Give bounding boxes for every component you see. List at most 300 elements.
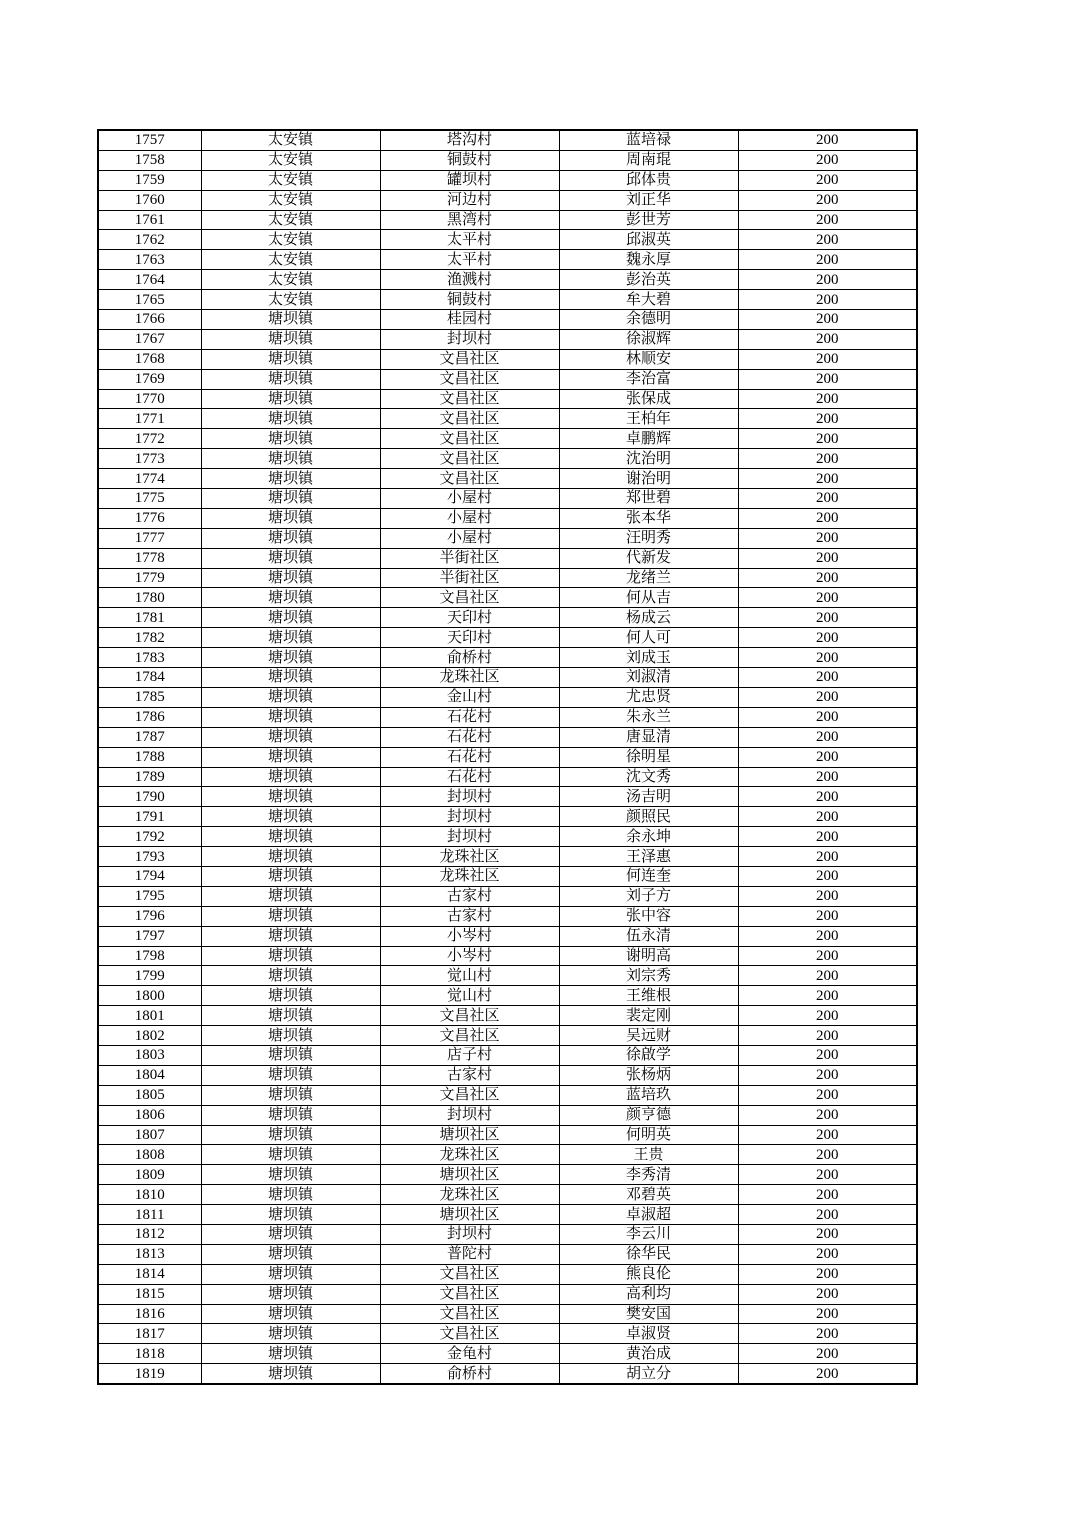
town-cell: 塘坝镇: [201, 588, 380, 608]
amount-cell: 200: [738, 946, 917, 966]
village-cell: 石花村: [380, 707, 559, 727]
row-number-cell: 1792: [98, 827, 201, 847]
amount-cell: 200: [738, 1264, 917, 1284]
amount-cell: 200: [738, 807, 917, 827]
table-row: [98, 508, 917, 528]
row-number-cell: 1768: [98, 349, 201, 369]
town-cell: 塘坝镇: [201, 329, 380, 349]
village-cell: 普陀村: [380, 1244, 559, 1264]
table-row: [98, 1065, 917, 1085]
row-number-cell: 1772: [98, 429, 201, 449]
village-cell: 店子村: [380, 1045, 559, 1065]
amount-cell: 200: [738, 608, 917, 628]
name-cell: 张中容: [559, 906, 738, 926]
village-cell: 天印村: [380, 628, 559, 648]
row-number-cell: 1818: [98, 1344, 201, 1364]
town-cell: 塘坝镇: [201, 747, 380, 767]
name-cell: 张杨炳: [559, 1065, 738, 1085]
village-cell: 封坝村: [380, 1105, 559, 1125]
table-row: [98, 1125, 917, 1145]
village-cell: 文昌社区: [380, 449, 559, 469]
row-number-cell: 1804: [98, 1065, 201, 1085]
town-cell: 塘坝镇: [201, 668, 380, 688]
village-cell: 文昌社区: [380, 469, 559, 489]
name-cell: 沈文秀: [559, 767, 738, 787]
town-cell: 塘坝镇: [201, 1045, 380, 1065]
town-cell: 塘坝镇: [201, 926, 380, 946]
table-row: [98, 847, 917, 867]
table-row: [98, 1264, 917, 1284]
table-row: [98, 966, 917, 986]
row-number-cell: 1803: [98, 1045, 201, 1065]
row-number-cell: 1770: [98, 389, 201, 409]
amount-cell: 200: [738, 787, 917, 807]
amount-cell: 200: [738, 449, 917, 469]
amount-cell: 200: [738, 1324, 917, 1344]
village-cell: 石花村: [380, 747, 559, 767]
town-cell: 塘坝镇: [201, 1026, 380, 1046]
name-cell: 何从吉: [559, 588, 738, 608]
table-row: [98, 489, 917, 509]
row-number-cell: 1817: [98, 1324, 201, 1344]
village-cell: 半街社区: [380, 548, 559, 568]
table-row: [98, 469, 917, 489]
town-cell: 塘坝镇: [201, 1224, 380, 1244]
village-cell: 天印村: [380, 608, 559, 628]
village-cell: 塔沟村: [380, 130, 559, 150]
village-cell: 龙珠社区: [380, 1185, 559, 1205]
town-cell: 塘坝镇: [201, 568, 380, 588]
amount-cell: 200: [738, 190, 917, 210]
name-cell: 沈治明: [559, 449, 738, 469]
name-cell: 徐华民: [559, 1244, 738, 1264]
name-cell: 刘淑清: [559, 668, 738, 688]
village-cell: 河边村: [380, 190, 559, 210]
town-cell: 塘坝镇: [201, 847, 380, 867]
row-number-cell: 1782: [98, 628, 201, 648]
amount-cell: 200: [738, 210, 917, 230]
table-row: [98, 548, 917, 568]
name-cell: 魏永厚: [559, 250, 738, 270]
row-number-cell: 1801: [98, 1006, 201, 1026]
village-cell: 封坝村: [380, 787, 559, 807]
table-row: [98, 1304, 917, 1324]
row-number-cell: 1787: [98, 727, 201, 747]
village-cell: 塘坝社区: [380, 1165, 559, 1185]
town-cell: 塘坝镇: [201, 986, 380, 1006]
amount-cell: 200: [738, 369, 917, 389]
table-row: [98, 628, 917, 648]
name-cell: 汪明秀: [559, 528, 738, 548]
row-number-cell: 1774: [98, 469, 201, 489]
village-cell: 金龟村: [380, 1344, 559, 1364]
town-cell: 塘坝镇: [201, 389, 380, 409]
row-number-cell: 1805: [98, 1085, 201, 1105]
table-row: [98, 827, 917, 847]
table-body: [98, 130, 917, 1384]
village-cell: 龙珠社区: [380, 847, 559, 867]
row-number-cell: 1767: [98, 329, 201, 349]
row-number-cell: 1800: [98, 986, 201, 1006]
table-row: [98, 290, 917, 310]
town-cell: 塘坝镇: [201, 1284, 380, 1304]
amount-cell: 200: [738, 966, 917, 986]
row-number-cell: 1796: [98, 906, 201, 926]
row-number-cell: 1779: [98, 568, 201, 588]
amount-cell: 200: [738, 250, 917, 270]
village-cell: 渔溅村: [380, 270, 559, 290]
name-cell: 余永坤: [559, 827, 738, 847]
village-cell: 小岑村: [380, 946, 559, 966]
row-number-cell: 1791: [98, 807, 201, 827]
village-cell: 俞桥村: [380, 648, 559, 668]
amount-cell: 200: [738, 349, 917, 369]
village-cell: 桂园村: [380, 310, 559, 330]
name-cell: 卓淑超: [559, 1205, 738, 1225]
amount-cell: 200: [738, 1284, 917, 1304]
name-cell: 李治富: [559, 369, 738, 389]
amount-cell: 200: [738, 130, 917, 150]
name-cell: 王贵: [559, 1145, 738, 1165]
name-cell: 朱永兰: [559, 707, 738, 727]
table-row: [98, 150, 917, 170]
town-cell: 太安镇: [201, 210, 380, 230]
village-cell: 封坝村: [380, 329, 559, 349]
town-cell: 塘坝镇: [201, 628, 380, 648]
name-cell: 卓淑贤: [559, 1324, 738, 1344]
table-row: [98, 866, 917, 886]
name-cell: 邱体贵: [559, 170, 738, 190]
town-cell: 太安镇: [201, 130, 380, 150]
name-cell: 李云川: [559, 1224, 738, 1244]
amount-cell: 200: [738, 986, 917, 1006]
table-row: [98, 409, 917, 429]
town-cell: 塘坝镇: [201, 1185, 380, 1205]
amount-cell: 200: [738, 1006, 917, 1026]
table-row: [98, 588, 917, 608]
row-number-cell: 1802: [98, 1026, 201, 1046]
town-cell: 塘坝镇: [201, 528, 380, 548]
amount-cell: 200: [738, 568, 917, 588]
town-cell: 太安镇: [201, 230, 380, 250]
row-number-cell: 1809: [98, 1165, 201, 1185]
village-cell: 塘坝社区: [380, 1205, 559, 1225]
name-cell: 黄治成: [559, 1344, 738, 1364]
row-number-cell: 1760: [98, 190, 201, 210]
name-cell: 高利均: [559, 1284, 738, 1304]
name-cell: 邱淑英: [559, 230, 738, 250]
table-row: [98, 1344, 917, 1364]
table-row: [98, 707, 917, 727]
village-cell: 罐坝村: [380, 170, 559, 190]
town-cell: 塘坝镇: [201, 966, 380, 986]
table-row: [98, 1045, 917, 1065]
village-cell: 文昌社区: [380, 1304, 559, 1324]
table-row: [98, 687, 917, 707]
amount-cell: 200: [738, 429, 917, 449]
town-cell: 塘坝镇: [201, 1244, 380, 1264]
village-cell: 文昌社区: [380, 369, 559, 389]
town-cell: 塘坝镇: [201, 767, 380, 787]
amount-cell: 200: [738, 628, 917, 648]
village-cell: 古家村: [380, 886, 559, 906]
amount-cell: 200: [738, 926, 917, 946]
town-cell: 塘坝镇: [201, 369, 380, 389]
village-cell: 古家村: [380, 906, 559, 926]
table-row: [98, 310, 917, 330]
amount-cell: 200: [738, 727, 917, 747]
town-cell: 塘坝镇: [201, 1205, 380, 1225]
village-cell: 石花村: [380, 767, 559, 787]
table-row: [98, 230, 917, 250]
table-row: [98, 1224, 917, 1244]
name-cell: 蓝培玖: [559, 1085, 738, 1105]
table-row: [98, 130, 917, 150]
table-row: [98, 1006, 917, 1026]
village-cell: 黑湾村: [380, 210, 559, 230]
amount-cell: 200: [738, 1344, 917, 1364]
row-number-cell: 1762: [98, 230, 201, 250]
name-cell: 吴远财: [559, 1026, 738, 1046]
amount-cell: 200: [738, 648, 917, 668]
town-cell: 塘坝镇: [201, 1145, 380, 1165]
name-cell: 樊安国: [559, 1304, 738, 1324]
village-cell: 封坝村: [380, 827, 559, 847]
town-cell: 塘坝镇: [201, 648, 380, 668]
amount-cell: 200: [738, 1125, 917, 1145]
row-number-cell: 1781: [98, 608, 201, 628]
town-cell: 塘坝镇: [201, 946, 380, 966]
table-row: [98, 1085, 917, 1105]
village-cell: 封坝村: [380, 1224, 559, 1244]
town-cell: 塘坝镇: [201, 349, 380, 369]
name-cell: 尤忠贤: [559, 687, 738, 707]
town-cell: 塘坝镇: [201, 1304, 380, 1324]
amount-cell: 200: [738, 310, 917, 330]
town-cell: 塘坝镇: [201, 906, 380, 926]
name-cell: 周南琨: [559, 150, 738, 170]
village-cell: 文昌社区: [380, 429, 559, 449]
name-cell: 郑世碧: [559, 489, 738, 509]
table-row: [98, 270, 917, 290]
town-cell: 塘坝镇: [201, 310, 380, 330]
payment-table: [97, 129, 918, 1385]
town-cell: 塘坝镇: [201, 727, 380, 747]
amount-cell: 200: [738, 767, 917, 787]
amount-cell: 200: [738, 528, 917, 548]
village-cell: 小屋村: [380, 489, 559, 509]
table-row: [98, 747, 917, 767]
name-cell: 谢明高: [559, 946, 738, 966]
row-number-cell: 1769: [98, 369, 201, 389]
town-cell: 塘坝镇: [201, 1344, 380, 1364]
table-row: [98, 429, 917, 449]
table-row: [98, 1244, 917, 1264]
table-row: [98, 946, 917, 966]
name-cell: 龙绪兰: [559, 568, 738, 588]
town-cell: 塘坝镇: [201, 548, 380, 568]
village-cell: 太平村: [380, 250, 559, 270]
table-row: [98, 1364, 917, 1384]
amount-cell: 200: [738, 1244, 917, 1264]
table-row: [98, 1205, 917, 1225]
town-cell: 塘坝镇: [201, 489, 380, 509]
row-number-cell: 1761: [98, 210, 201, 230]
village-cell: 金山村: [380, 687, 559, 707]
name-cell: 胡立分: [559, 1364, 738, 1384]
village-cell: 龙珠社区: [380, 668, 559, 688]
village-cell: 塘坝社区: [380, 1125, 559, 1145]
amount-cell: 200: [738, 906, 917, 926]
table-row: [98, 1105, 917, 1125]
row-number-cell: 1799: [98, 966, 201, 986]
town-cell: 塘坝镇: [201, 1006, 380, 1026]
town-cell: 塘坝镇: [201, 429, 380, 449]
row-number-cell: 1813: [98, 1244, 201, 1264]
name-cell: 彭世芳: [559, 210, 738, 230]
name-cell: 张本华: [559, 508, 738, 528]
table-row: [98, 250, 917, 270]
village-cell: 文昌社区: [380, 349, 559, 369]
amount-cell: 200: [738, 150, 917, 170]
name-cell: 徐啟学: [559, 1045, 738, 1065]
village-cell: 小屋村: [380, 508, 559, 528]
amount-cell: 200: [738, 1026, 917, 1046]
table-row: [98, 528, 917, 548]
name-cell: 王泽惠: [559, 847, 738, 867]
name-cell: 蓝培禄: [559, 130, 738, 150]
town-cell: 塘坝镇: [201, 1324, 380, 1344]
name-cell: 李秀清: [559, 1165, 738, 1185]
row-number-cell: 1814: [98, 1264, 201, 1284]
name-cell: 代新发: [559, 548, 738, 568]
name-cell: 刘宗秀: [559, 966, 738, 986]
row-number-cell: 1776: [98, 508, 201, 528]
table-row: [98, 986, 917, 1006]
row-number-cell: 1807: [98, 1125, 201, 1145]
amount-cell: 200: [738, 409, 917, 429]
row-number-cell: 1797: [98, 926, 201, 946]
row-number-cell: 1812: [98, 1224, 201, 1244]
name-cell: 王维根: [559, 986, 738, 1006]
row-number-cell: 1758: [98, 150, 201, 170]
table-row: [98, 349, 917, 369]
row-number-cell: 1806: [98, 1105, 201, 1125]
village-cell: 封坝村: [380, 807, 559, 827]
village-cell: 文昌社区: [380, 1324, 559, 1344]
name-cell: 何明英: [559, 1125, 738, 1145]
amount-cell: 200: [738, 230, 917, 250]
table-row: [98, 727, 917, 747]
village-cell: 太平村: [380, 230, 559, 250]
village-cell: 文昌社区: [380, 409, 559, 429]
town-cell: 塘坝镇: [201, 707, 380, 727]
name-cell: 伍永清: [559, 926, 738, 946]
amount-cell: 200: [738, 866, 917, 886]
town-cell: 塘坝镇: [201, 886, 380, 906]
name-cell: 张保成: [559, 389, 738, 409]
amount-cell: 200: [738, 469, 917, 489]
amount-cell: 200: [738, 886, 917, 906]
table-row: [98, 648, 917, 668]
table-row: [98, 329, 917, 349]
town-cell: 太安镇: [201, 190, 380, 210]
row-number-cell: 1786: [98, 707, 201, 727]
row-number-cell: 1764: [98, 270, 201, 290]
table-row: [98, 608, 917, 628]
village-cell: 文昌社区: [380, 1026, 559, 1046]
row-number-cell: 1819: [98, 1364, 201, 1384]
name-cell: 谢治明: [559, 469, 738, 489]
name-cell: 何连奎: [559, 866, 738, 886]
village-cell: 龙珠社区: [380, 1145, 559, 1165]
table-row: [98, 906, 917, 926]
table-row: [98, 1145, 917, 1165]
name-cell: 余德明: [559, 310, 738, 330]
row-number-cell: 1788: [98, 747, 201, 767]
amount-cell: 200: [738, 1304, 917, 1324]
table-row: [98, 807, 917, 827]
name-cell: 王柏年: [559, 409, 738, 429]
village-cell: 文昌社区: [380, 1085, 559, 1105]
amount-cell: 200: [738, 687, 917, 707]
town-cell: 太安镇: [201, 170, 380, 190]
amount-cell: 200: [738, 290, 917, 310]
town-cell: 塘坝镇: [201, 1364, 380, 1384]
name-cell: 彭治英: [559, 270, 738, 290]
name-cell: 颜亨德: [559, 1105, 738, 1125]
amount-cell: 200: [738, 668, 917, 688]
row-number-cell: 1810: [98, 1185, 201, 1205]
town-cell: 塘坝镇: [201, 1125, 380, 1145]
village-cell: 文昌社区: [380, 1284, 559, 1304]
amount-cell: 200: [738, 827, 917, 847]
amount-cell: 200: [738, 1145, 917, 1165]
amount-cell: 200: [738, 389, 917, 409]
table-row: [98, 787, 917, 807]
table-row: [98, 926, 917, 946]
name-cell: 刘成玉: [559, 648, 738, 668]
row-number-cell: 1790: [98, 787, 201, 807]
town-cell: 塘坝镇: [201, 1165, 380, 1185]
amount-cell: 200: [738, 847, 917, 867]
village-cell: 铜鼓村: [380, 290, 559, 310]
table-row: [98, 568, 917, 588]
amount-cell: 200: [738, 1105, 917, 1125]
town-cell: 塘坝镇: [201, 1085, 380, 1105]
table-row: [98, 1324, 917, 1344]
row-number-cell: 1777: [98, 528, 201, 548]
row-number-cell: 1815: [98, 1284, 201, 1304]
row-number-cell: 1778: [98, 548, 201, 568]
village-cell: 文昌社区: [380, 1264, 559, 1284]
table-row: [98, 886, 917, 906]
row-number-cell: 1759: [98, 170, 201, 190]
name-cell: 颜照民: [559, 807, 738, 827]
amount-cell: 200: [738, 1045, 917, 1065]
table-row: [98, 767, 917, 787]
table-row: [98, 1185, 917, 1205]
amount-cell: 200: [738, 707, 917, 727]
table-row: [98, 210, 917, 230]
table-row: [98, 389, 917, 409]
row-number-cell: 1763: [98, 250, 201, 270]
village-cell: 小岑村: [380, 926, 559, 946]
town-cell: 塘坝镇: [201, 1105, 380, 1125]
village-cell: 龙珠社区: [380, 866, 559, 886]
name-cell: 卓鹏辉: [559, 429, 738, 449]
town-cell: 塘坝镇: [201, 508, 380, 528]
